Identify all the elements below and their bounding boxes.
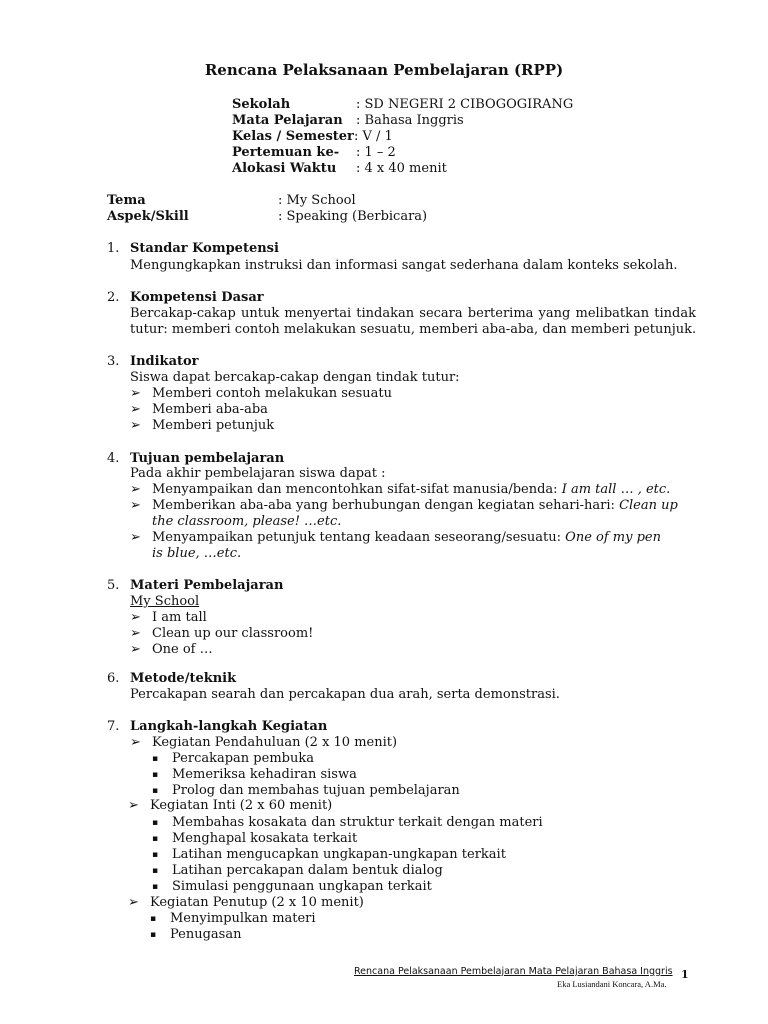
tema-value: : My School <box>278 193 356 208</box>
activity-group-title: ➢ Kegiatan Inti (2 x 60 menit) <box>128 798 333 813</box>
identity-label: Alokasi Waktu <box>232 161 337 176</box>
section-heading: Standar Kompetensi <box>130 241 279 256</box>
document-title: Rencana Pelaksanaan Pembelajaran (RPP) <box>204 61 564 79</box>
section-text: Mengungkapkan instruksi dan informasi sangat sederhana dalam konteks sekolah. <box>130 258 678 273</box>
arrow-bullet-icon: ➢ <box>130 418 141 433</box>
section-heading: Kompetensi Dasar <box>130 290 264 305</box>
section-heading: Langkah-langkah Kegiatan <box>130 719 328 734</box>
identity-value: : 1 – 2 <box>356 145 396 160</box>
section-subheading: My School <box>130 594 200 609</box>
list-item: ➢ Memberi aba-aba <box>130 402 268 417</box>
aspek-value: : Speaking (Berbicara) <box>278 209 428 224</box>
arrow-bullet-icon: ➢ <box>130 530 141 545</box>
section-number: 3. <box>107 354 120 369</box>
footer-title: Rencana Pelaksanaan Pembelajaran Mata Pelajaran Bahasa Inggris <box>354 966 673 977</box>
square-bullet-icon: ▪ <box>152 882 159 892</box>
activity-item: ▪ Latihan mengucapkan ungkapan-ungkapan terkait <box>152 847 506 862</box>
section-text: tutur: memberi contoh melakukan sesuatu, memberi aba-aba, dan memberi petunjuk. <box>130 322 697 337</box>
identity-value: : Bahasa Inggris <box>356 113 464 128</box>
list-item: ➢ Memberi petunjuk <box>130 418 275 433</box>
square-bullet-icon: ▪ <box>150 930 157 940</box>
section-heading: Metode/teknik <box>130 671 237 686</box>
square-bullet-icon: ▪ <box>152 850 159 860</box>
arrow-bullet-icon: ➢ <box>130 642 141 657</box>
list-item: ➢ Menyampaikan petunjuk tentang keadaan seseorang/sesuatu: One of my pen <box>130 530 661 545</box>
square-bullet-icon: ▪ <box>152 770 159 780</box>
section-number: 1. <box>107 241 120 256</box>
section-number: 7. <box>107 719 120 734</box>
activity-item: ▪ Menghapal kosakata terkait <box>152 831 358 846</box>
section-heading: Materi Pembelajaran <box>130 578 284 593</box>
list-item: ➢ Clean up our classroom! <box>130 626 314 641</box>
identity-value: : SD NEGERI 2 CIBOGOGIRANG <box>356 97 574 112</box>
arrow-bullet-icon: ➢ <box>130 386 141 401</box>
square-bullet-icon: ▪ <box>152 866 159 876</box>
identity-label: Kelas / Semester <box>232 129 354 144</box>
activity-item: ▪ Penugasan <box>150 927 242 942</box>
list-item: ➢ One of … <box>130 642 213 657</box>
section-text: Pada akhir pembelajaran siswa dapat : <box>130 466 386 481</box>
tema-label: Tema <box>107 193 146 208</box>
section-heading: Indikator <box>130 354 199 369</box>
section-number: 6. <box>107 671 120 686</box>
arrow-bullet-icon: ➢ <box>130 498 141 513</box>
activity-item: ▪ Percakapan pembuka <box>152 751 314 766</box>
arrow-bullet-icon: ➢ <box>130 482 141 497</box>
square-bullet-icon: ▪ <box>152 786 159 796</box>
activity-item: ▪ Prolog dan membahas tujuan pembelajaran <box>152 783 460 798</box>
list-item: ➢ Memberikan aba-aba yang berhubungan dengan kegiatan sehari-hari: Clean up <box>130 498 678 513</box>
square-bullet-icon: ▪ <box>152 754 159 764</box>
square-bullet-icon: ▪ <box>152 834 159 844</box>
list-item-continuation: is blue, …etc. <box>152 546 242 561</box>
identity-label: Sekolah <box>232 97 291 112</box>
section-text: Bercakap-cakap untuk menyertai tindakan secara berterima yang melibatkan tindak <box>130 306 696 321</box>
arrow-bullet-icon: ➢ <box>130 610 141 625</box>
list-item: ➢ I am tall <box>130 610 207 625</box>
section-number: 2. <box>107 290 120 305</box>
section-number: 5. <box>107 578 120 593</box>
activity-group-title: ➢ Kegiatan Penutup (2 x 10 menit) <box>128 895 364 910</box>
activity-item: ▪ Simulasi penggunaan ungkapan terkait <box>152 879 432 894</box>
section-text: Percakapan searah dan percakapan dua arah, serta demonstrasi. <box>130 687 560 702</box>
arrow-bullet-icon: ➢ <box>130 402 141 417</box>
list-item: ➢ Menyampaikan dan mencontohkan sifat-sifat manusia/benda: I am tall … , etc. <box>130 482 671 497</box>
arrow-bullet-icon: ➢ <box>130 735 141 750</box>
activity-item: ▪ Latihan percakapan dalam bentuk dialog <box>152 863 443 878</box>
identity-label: Mata Pelajaran <box>232 113 343 128</box>
activity-item: ▪ Membahas kosakata dan struktur terkait dengan materi <box>152 815 543 830</box>
page-number: 1 <box>681 968 689 981</box>
section-heading: Tujuan pembelajaran <box>130 451 285 466</box>
arrow-bullet-icon: ➢ <box>128 895 139 910</box>
identity-value: : V / 1 <box>354 129 393 144</box>
identity-label: Pertemuan ke- <box>232 145 340 160</box>
arrow-bullet-icon: ➢ <box>128 798 139 813</box>
list-item-continuation: the classroom, please! …etc. <box>152 514 342 529</box>
arrow-bullet-icon: ➢ <box>130 626 141 641</box>
aspek-label: Aspek/Skill <box>107 209 189 224</box>
list-item: ➢ Memberi contoh melakukan sesuatu <box>130 386 392 401</box>
activity-group-title: ➢ Kegiatan Pendahuluan (2 x 10 menit) <box>130 735 398 750</box>
section-text: Siswa dapat bercakap-cakap dengan tindak tutur: <box>130 370 460 385</box>
section-number: 4. <box>107 451 120 466</box>
square-bullet-icon: ▪ <box>150 914 157 924</box>
activity-item: ▪ Memeriksa kehadiran siswa <box>152 767 357 782</box>
square-bullet-icon: ▪ <box>152 818 159 828</box>
activity-item: ▪ Menyimpulkan materi <box>150 911 316 926</box>
footer-author: Eka Lusiandani Koncara, A.Ma. <box>557 979 667 989</box>
identity-value: : 4 x 40 menit <box>356 161 447 176</box>
